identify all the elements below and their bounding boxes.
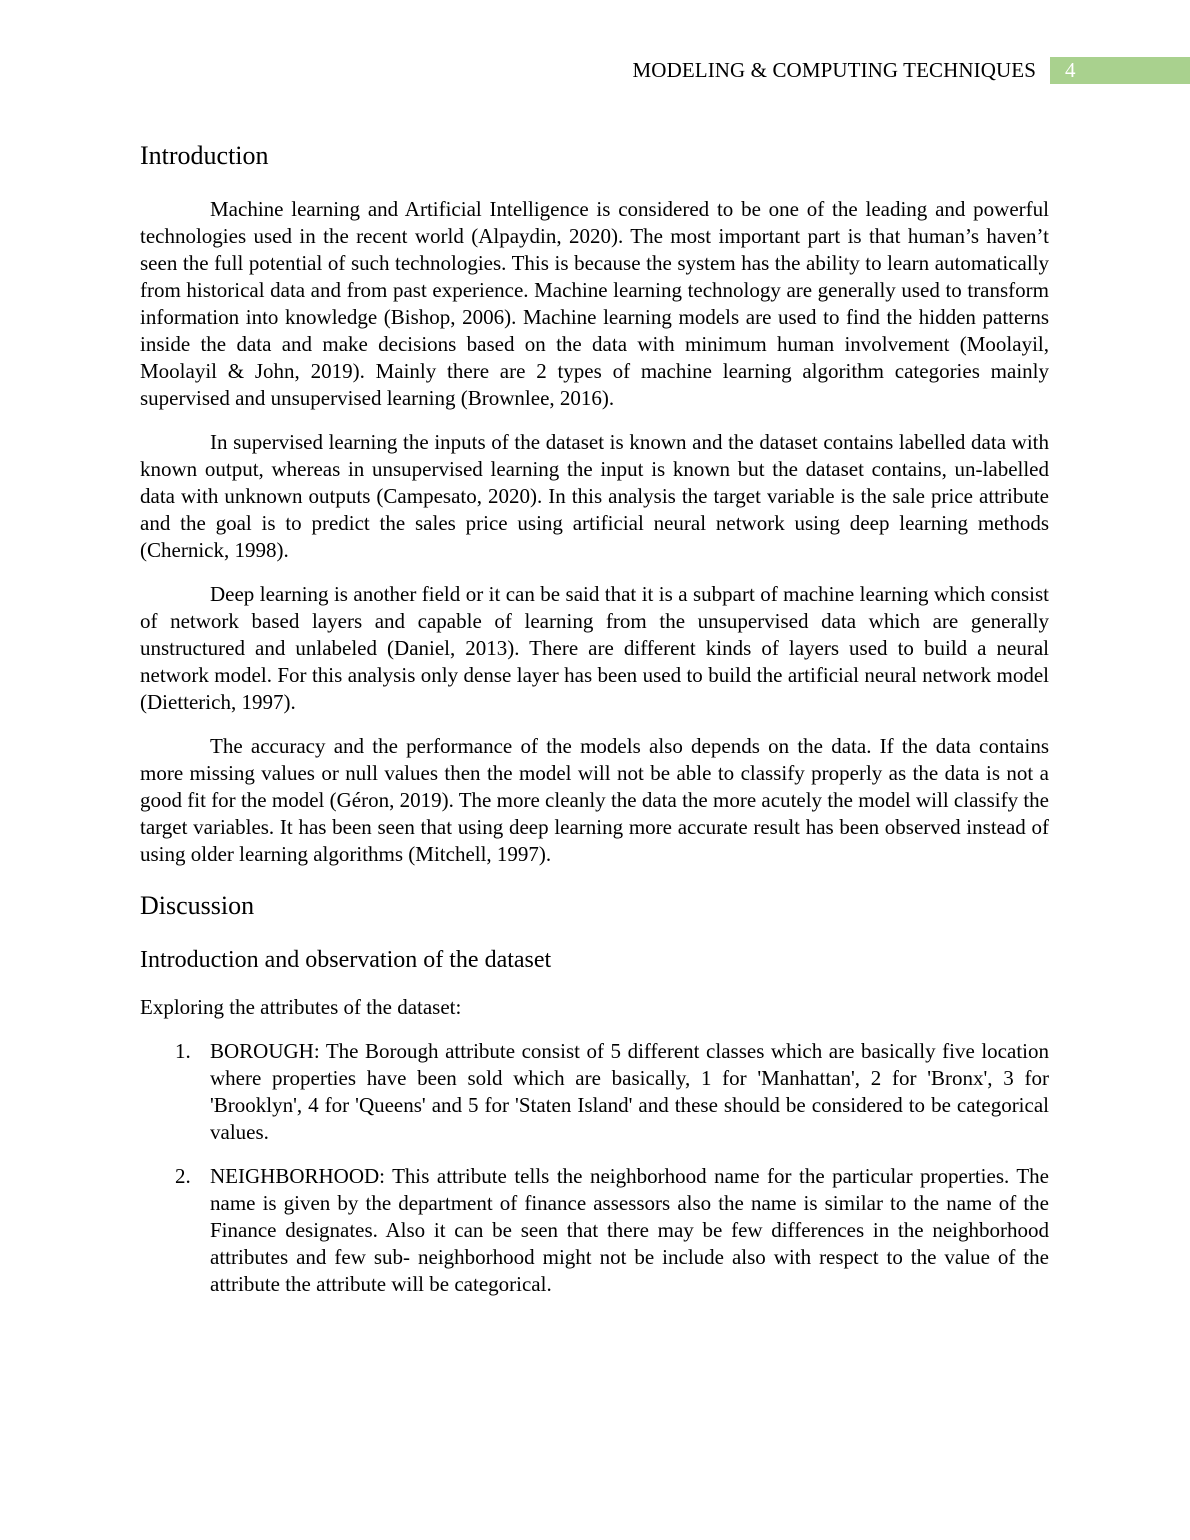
running-header: [633, 57, 1190, 84]
list-item-text: BOROUGH: The Borough attribute consist of 5 different classes which are basically five location where properties have been sold which are basically, 1 for 'Manhattan', 2 for 'Bronx', 3 for 'Brooklyn', 4 for 'Queens' and 5 for 'Staten Island' and these should be considered to be categorical values.: [210, 1039, 1049, 1144]
introduction-heading: Introduction: [140, 141, 269, 170]
intro-paragraph-3: Deep learning is another field or it can be said that it is a subpart of machine learning which consist of network based layers and capable of learning from the unsupervised data which are generally unstructured and unlabeled (Daniel, 2013). There are different kinds of layers used to build a neural network model. For this analysis only dense layer has been used to build the artificial neural network model (Dietterich, 1997).: [140, 582, 1049, 714]
list-item: [140, 1163, 1049, 1298]
discussion-heading: Discussion: [140, 891, 255, 920]
intro-paragraph-4: The accuracy and the performance of the models also depends on the data. If the data contains more missing values or null values then the model will not be able to classify properly as the data is not a good fit for the model (Géron, 2019). The more cleanly the data the more acutely the model will classify the target variables. It has been seen that using deep learning more accurate result has been observed instead of using older learning algorithms (Mitchell, 1997).: [140, 734, 1049, 866]
list-number: 1.: [175, 1039, 191, 1063]
list-item-text: NEIGHBORHOOD: This attribute tells the neighborhood name for the particular properties. The name is given by the department of finance assessors also the name is similar to the name of the Finance designates. Also it can be seen that there may be few differences in the neighborhood attributes and few sub- neighborhood might not be include also with respect to the value of the attribute the attribute will be categorical.: [210, 1164, 1049, 1296]
page-number-box: 4: [1050, 57, 1190, 84]
list-number: 2.: [175, 1164, 191, 1188]
attribute-list: [140, 1038, 1049, 1298]
dataset-subheading: Introduction and observation of the dataset: [140, 947, 552, 973]
document-body: [140, 138, 1049, 1298]
header-title: MODELING & COMPUTING TECHNIQUES: [632, 58, 1036, 82]
intro-paragraph-2: In supervised learning the inputs of the dataset is known and the dataset contains labelled data with known output, whereas in unsupervised learning the input is known but the dataset contains, un-labelled data with unknown outputs (Campesato, 2020). In this analysis the target variable is the sale price attribute and the goal is to predict the sales price using artificial neural network using deep learning methods (Chernick, 1998).: [140, 430, 1049, 562]
list-item: [140, 1038, 1049, 1146]
attributes-lead: Exploring the attributes of the dataset:: [140, 995, 462, 1019]
intro-paragraph-1: Machine learning and Artificial Intelligence is considered to be one of the leading and powerful technologies used in the recent world (Alpaydin, 2020). The most important part is that human’s haven’t seen the full potential of such technologies. This is because the system has the ability to learn automatically from historical data and from past experience. Machine learning technology are generally used to transform information into knowledge (Bishop, 2006). Machine learning models are used to find the hidden patterns inside the data and make decisions based on the data with minimum human involvement (Moolayil, Moolayil & John, 2019). Mainly there are 2 types of machine learning algorithm categories mainly supervised and unsupervised learning (Brownlee, 2016).: [140, 197, 1049, 410]
